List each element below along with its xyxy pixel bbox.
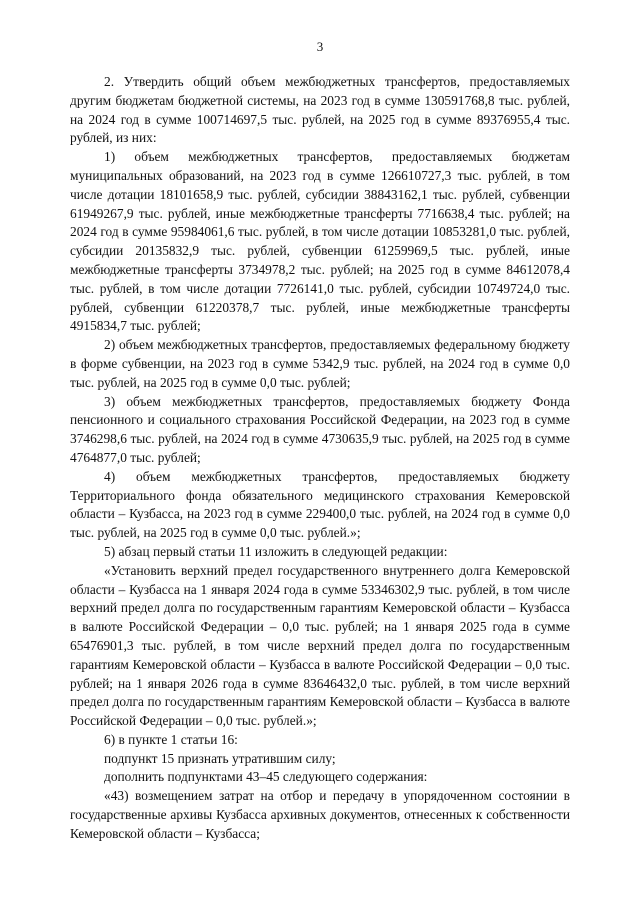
paragraph-subitem-2: 2) объем межбюджетных трансфертов, предоставляемых федеральному бюджету в форме субвенции, на 2023 год в сумме 5342,9 тыс. рублей, на 2024 год в сумме 0,0 тыс. рублей, на 2025 год в сумме 0,0 тыс. рублей; — [70, 337, 570, 390]
paragraph-subitem-4: 4) объем межбюджетных трансфертов, предоставляемых бюджету Территориального фонда обязательного медицинского страхования Кемеровской области – Кузбасса, на 2023 год в сумме 229400,0 тыс. рублей, на 2024 год в сумме 0,0 тыс. рублей, на 2025 год в сумме 0,0 тыс. рублей.»; — [70, 468, 570, 541]
page-number: 3 — [316, 39, 324, 54]
paragraph-quoted-article-11: «Установить верхний предел государственного внутреннего долга Кемеровской области – Кузбасса на 1 января 2024 года в сумме 53346302,9 тыс. рублей, в том числе верхний предел долга по государственным гарантиям Кемеровской области – Кузбасса в валюте Российской Федерации – 0,0 тыс. рублей; на 1 января 2025 года в сумме 65476901,3 тыс. рублей, в том числе верхний предел долга по государственным гарантиям Кемеровской области – Кузбасса в валюте Российской Федерации – 0,0 тыс. рублей; на 1 января 2026 года в сумме 83646432,0 тыс. рублей, в том числе верхний предел долга по государственным гарантиям Кемеровской области – Кузбасса в валюте Российской Федерации – 0,0 тыс. рублей.»; — [70, 562, 570, 729]
paragraph-amendment-6: 6) в пункте 1 статьи 16: — [104, 731, 238, 747]
paragraph-subitem-1: 1) объем межбюджетных трансфертов, предоставляемых бюджетам муниципальных образований, на 2023 год в сумме 126610727,3 тыс. рублей, в том числе дотации 18101658,9 тыс. рублей, субсидии 38843162,1 тыс. рублей, субвенции 61949267,9 тыс. рублей, иные межбюджетные трансферты 7716638,4 тыс. рублей; на 2024 год в сумме 95984061,6 тыс. рублей, в том числе дотации 10853281,0 тыс. рублей, субсидии 20135832,9 тыс. рублей, субвенции 61259969,5 тыс. рублей, иные межбюджетные трансферты 3734978,2 тыс. рублей; на 2025 год в сумме 84612078,4 тыс. рублей, в том числе дотации 7726141,0 тыс. рублей, субсидии 10749724,0 тыс. рублей, субвенции 61220378,7 тыс. рублей, иные межбюджетные трансферты 4915834,7 тыс. рублей; — [70, 149, 570, 334]
paragraph-amendment-5: 5) абзац первый статьи 11 изложить в следующей редакции: — [104, 543, 448, 559]
paragraph-subpoint-43: «43) возмещением затрат на отбор и передачу в упорядоченном состоянии в государственные архивы Кузбасса архивных документов, отнесенных к собственности Кемеровской области – Кузбасса; — [70, 788, 570, 841]
paragraph-add-subpoints: дополнить подпунктами 43–45 следующего содержания: — [104, 769, 428, 785]
paragraph-item-2: 2. Утвердить общий объем межбюджетных трансфертов, предоставляемых другим бюджетам бюджетной системы, на 2023 год в сумме 130591768,8 тыс. рублей, на 2024 год в сумме 100714697,5 тыс. рублей, на 2025 год в сумме 89376955,4 тыс. рублей, из них: — [70, 74, 570, 146]
document-page — [70, 38, 570, 844]
paragraph-subpoint-15: подпункт 15 признать утратившим силу; — [104, 750, 336, 766]
paragraph-subitem-3: 3) объем межбюджетных трансфертов, предоставляемых бюджету Фонда пенсионного и социального страхования Российской Федерации, на 2023 год в сумме 3746298,6 тыс. рублей, на 2024 год в сумме 4730635,9 тыс. рублей, на 2025 год в сумме 4764877,0 тыс. рублей; — [70, 393, 570, 465]
